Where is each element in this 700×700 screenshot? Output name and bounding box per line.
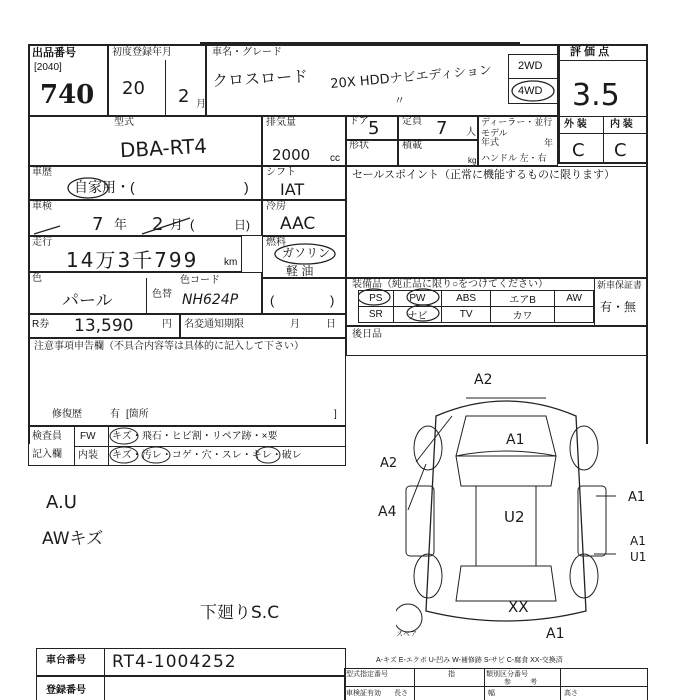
fuel-paren-open: ( xyxy=(270,293,275,308)
footer-div3 xyxy=(560,668,561,700)
note-line2: AWキズ xyxy=(42,529,104,549)
first-reg-month-unit: 月 xyxy=(196,99,206,110)
score-int-label: 内 装 xyxy=(610,119,633,130)
fuel-paren-close: ) xyxy=(330,293,335,308)
inspection-year: 7 xyxy=(92,214,104,235)
footer-label6: 高さ xyxy=(564,690,578,697)
mark-top: A2 xyxy=(474,372,493,388)
repair-label: 修復歴 xyxy=(52,409,82,420)
inspection-month-unit: 月 xyxy=(170,217,184,232)
color-divider xyxy=(146,278,147,314)
equip-sr[interactable]: SR xyxy=(359,307,394,323)
type-label: 型式 xyxy=(114,117,134,128)
inspection-day: ( xyxy=(190,217,195,232)
inspection-month: 2 xyxy=(152,214,164,235)
equip-leather[interactable]: カワ xyxy=(490,307,554,323)
spare-label: スペア xyxy=(396,631,417,638)
mark-right-rear1: A1 xyxy=(630,534,646,548)
equip-ps[interactable]: PS xyxy=(359,291,394,307)
equipment-label: 装備品（純正品に限り○をつけてください） xyxy=(352,279,549,290)
color-code-label: 色コード xyxy=(180,275,220,286)
mileage-value: 14万3千799 xyxy=(66,248,199,272)
mark-right-rear2: U1 xyxy=(630,550,647,564)
color-trim-label: 色替 xyxy=(152,289,172,300)
note-line1: A.U xyxy=(46,492,77,513)
sales-point-cell xyxy=(346,166,648,278)
fuel-gasoline[interactable]: ガソリン xyxy=(282,246,331,260)
doors-label: ドア xyxy=(349,116,369,127)
inspection-label: 車検 xyxy=(32,201,52,212)
name-change-day: 日 xyxy=(326,319,336,330)
footer-div1 xyxy=(414,668,415,700)
equip-pw[interactable]: PW xyxy=(393,291,442,307)
displacement-unit: cc xyxy=(330,153,340,164)
dealer-label: ディーラー・並行 xyxy=(481,117,553,127)
color-value: パール xyxy=(62,291,113,311)
inspector-label2: 記入欄 xyxy=(32,449,62,460)
lot-sub: [2040] xyxy=(34,62,62,73)
color-label: 色 xyxy=(32,273,42,284)
equip-navi[interactable]: ナビ xyxy=(393,307,442,323)
equip-airbag[interactable]: エアB xyxy=(490,291,554,307)
mileage-label: 走行 xyxy=(32,237,52,248)
drive-4wd[interactable]: 4WD xyxy=(518,85,543,97)
recycle-value: 13,590 xyxy=(74,316,134,336)
fuel-diesel[interactable]: 軽 油 xyxy=(286,264,314,278)
mark-right-front: A1 xyxy=(628,490,646,505)
footer-label3: 車検証有効 xyxy=(346,690,381,697)
warranty-value[interactable]: 有・無 xyxy=(600,300,637,314)
score-ext-label: 外 装 xyxy=(564,119,587,130)
grade-mark: 〃 xyxy=(394,94,405,107)
history-value: 自家用・( xyxy=(74,179,135,195)
mark-rear: XX xyxy=(508,598,529,616)
inspector-row2-head: 内装 xyxy=(78,450,98,461)
history-cell xyxy=(28,166,262,200)
footer-line xyxy=(344,686,648,687)
history-circle-icon xyxy=(66,176,110,200)
drive-2wd[interactable]: 2WD xyxy=(518,60,543,72)
name-change-label: 名変通知期限 xyxy=(184,319,244,330)
body-label: 形状 xyxy=(349,140,369,151)
installed-later-cell xyxy=(346,326,648,356)
handle-label: ハンドル 左・右 xyxy=(481,153,547,163)
installed-later-label: 後日品 xyxy=(352,329,382,340)
repair-value[interactable]: 有 xyxy=(110,409,120,420)
grade-name: 20X HDDナビエディション xyxy=(329,62,493,93)
equip-abs[interactable]: ABS xyxy=(442,291,491,307)
first-reg-month: 2 xyxy=(178,86,190,107)
repair-close: ] xyxy=(334,409,337,420)
doors-value: 5 xyxy=(368,118,380,139)
score-label: 評 価 点 xyxy=(570,46,610,58)
score-value: 3.5 xyxy=(572,78,620,113)
score-line3 xyxy=(558,133,648,134)
chassis-divider xyxy=(104,648,105,676)
notes-label: 注意事項申告欄（不具合内容等は具体的に記入して下さい） xyxy=(34,341,304,352)
capacity-value: 7 xyxy=(436,118,448,139)
shift-label: シフト xyxy=(266,167,296,178)
inspector-row1-head: FW xyxy=(80,431,96,442)
drive-divider xyxy=(508,78,558,79)
inspector-row2: キズ・汚レ・コゲ・穴・スレ・キレ・破レ xyxy=(112,450,302,461)
year-unit: 年 xyxy=(544,138,554,148)
registration-label: 登録番号 xyxy=(46,685,86,696)
footer-label2: 類別区分番号 xyxy=(486,671,528,678)
shift-value: IAT xyxy=(280,180,305,199)
name-change-month: 月 xyxy=(290,319,300,330)
registration-divider xyxy=(104,676,105,700)
recycle-label: R券 xyxy=(32,319,50,330)
drive-4wd-circle-icon xyxy=(508,80,558,104)
lot-label: 出品番号 xyxy=(32,47,76,59)
first-reg-divider xyxy=(165,60,166,116)
history-close: ) xyxy=(244,179,249,195)
load-unit: kg xyxy=(468,156,477,165)
inspection-day-unit: 日) xyxy=(234,218,250,232)
footer-label5: 幅 xyxy=(488,690,495,697)
ac-label: 冷房 xyxy=(266,201,286,212)
displacement-label: 排気量 xyxy=(266,117,296,128)
lot-number: 740 xyxy=(40,80,95,110)
footer-sub2: 参 xyxy=(504,679,511,686)
inspector-row1: キズ・飛石・ヒビ割・リペア跡・×要 xyxy=(112,431,278,442)
capacity-label: 定員 xyxy=(402,116,422,127)
footer-label1: 型式指定番号 xyxy=(346,671,388,678)
repair-place: [箇所 xyxy=(126,409,149,420)
equip-circles-icon xyxy=(358,288,458,324)
history-label: 車歴 xyxy=(32,167,52,178)
inspector-label1: 検査員 xyxy=(32,431,62,442)
mark-hood: A1 xyxy=(506,432,525,448)
fuel-label: 燃料 xyxy=(266,237,286,248)
model-year-label: モデル 年式 xyxy=(481,128,508,147)
mark-left-fender: A2 xyxy=(380,456,398,471)
score-int-value: C xyxy=(614,140,627,161)
mark-left-side: A4 xyxy=(378,504,397,520)
capacity-unit: 人 xyxy=(466,127,476,138)
recycle-unit: 円 xyxy=(162,319,172,330)
inspection-year-unit: 年 xyxy=(114,217,128,232)
equip-tv[interactable]: TV xyxy=(442,307,491,323)
score-line1 xyxy=(558,60,648,61)
first-reg-year: 20 xyxy=(122,78,145,99)
sales-point-label: セールスポイント（正常に機能するものに限ります） xyxy=(352,169,616,181)
type-value: DBA-RT4 xyxy=(119,133,208,163)
score-divider xyxy=(603,116,604,164)
chassis-value: RT4-1004252 xyxy=(112,652,237,672)
warranty-label: 新車保証書 xyxy=(597,280,643,290)
legend: A-キズ E-エクボ U-凹み W-補修跡 S-サビ C-腐食 XX-交換済 xyxy=(376,657,563,664)
mark-bottom: A1 xyxy=(546,626,565,642)
footer-label4: 長さ xyxy=(394,690,408,697)
fuel-circle-icon xyxy=(272,241,338,265)
displacement-value: 2000 xyxy=(272,146,311,164)
chassis-label: 車台番号 xyxy=(46,655,86,666)
ac-value: AAC xyxy=(280,214,316,234)
equip-empty xyxy=(555,307,594,323)
score-ext-value: C xyxy=(572,140,585,161)
name-label: 車名・グレード xyxy=(212,47,282,58)
mileage-unit: km xyxy=(224,257,238,268)
first-reg-label: 初度登録年月 xyxy=(112,47,172,58)
header-strip xyxy=(200,34,520,44)
load-label: 積載 xyxy=(402,140,422,151)
model-name: クロスロード xyxy=(211,66,309,91)
note-line3: 下廻りS.C xyxy=(200,603,280,623)
inspector-circles-icon xyxy=(108,426,348,466)
mark-roof: U2 xyxy=(504,508,525,526)
color-code-value: NH624P xyxy=(182,292,239,308)
inspection-strike-icon xyxy=(30,201,210,238)
footer-sub3: 考 xyxy=(530,679,537,686)
equip-aw[interactable]: AW xyxy=(555,291,594,307)
footer-div2 xyxy=(484,668,485,700)
footer-sub1: 指 xyxy=(448,671,455,678)
